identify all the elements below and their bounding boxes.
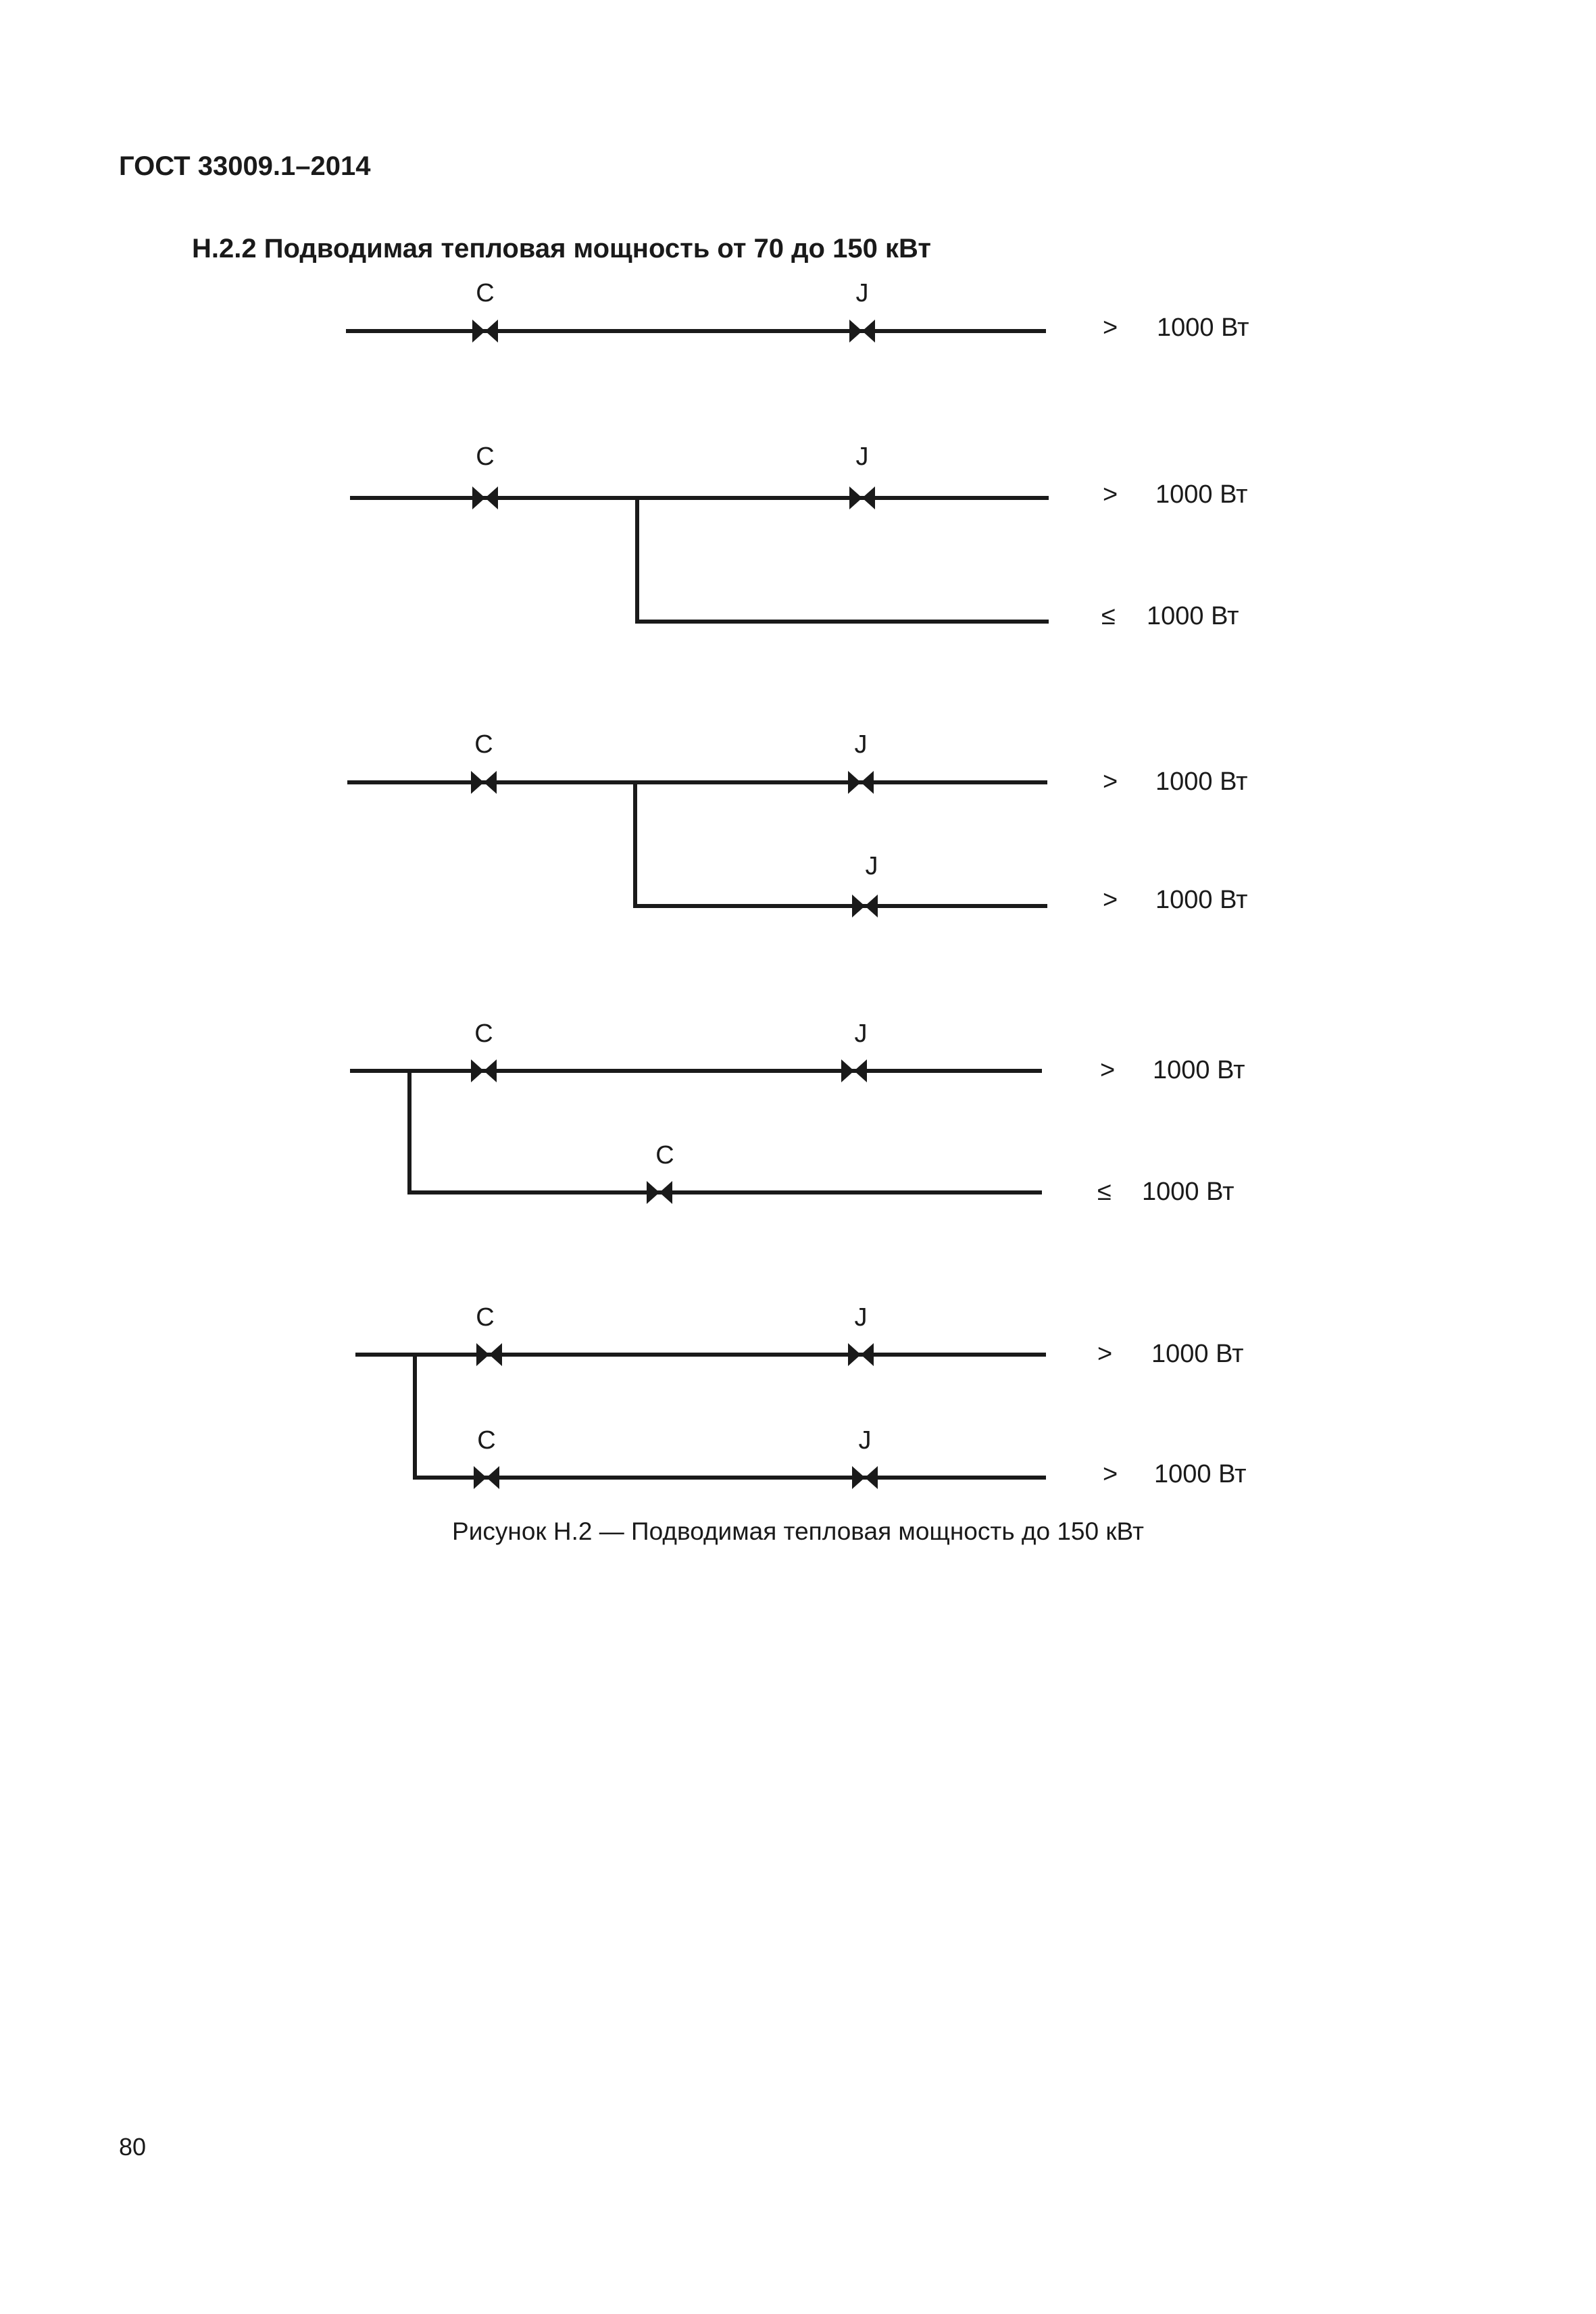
valve-c-icon (471, 771, 497, 794)
valve-label-c: C (476, 1303, 495, 1332)
valve-j-icon (848, 1343, 874, 1366)
valve-c-icon (471, 1059, 497, 1082)
valve-j-icon (848, 771, 874, 794)
valve-label-j: J (854, 730, 868, 759)
output-value: 1000 Вт (1142, 1178, 1235, 1206)
valve-label-j: J (865, 852, 878, 880)
pipe-branch (415, 1355, 1046, 1478)
output-sign: > (1100, 1056, 1116, 1084)
output-sign: > (1103, 313, 1118, 342)
valve-label-c: C (474, 730, 493, 759)
document-code: ГОСТ 33009.1–2014 (119, 151, 371, 181)
pipe-branch (409, 1071, 1042, 1192)
output-value: 1000 Вт (1157, 313, 1249, 342)
output-sign: > (1103, 768, 1118, 796)
scheme-4 (350, 1020, 1245, 1206)
valve-c-icon (472, 320, 498, 343)
output-sign: ≤ (1101, 602, 1116, 630)
output-sign: > (1103, 480, 1118, 509)
valve-j-icon (849, 486, 875, 509)
page-number: 80 (119, 2133, 147, 2161)
scheme-2 (350, 443, 1248, 630)
output-value: 1000 Вт (1151, 1340, 1244, 1368)
valve-c-icon (474, 1466, 499, 1489)
valve-c-icon (647, 1181, 672, 1204)
output-value: 1000 Вт (1155, 886, 1248, 914)
output-value: 1000 Вт (1147, 602, 1239, 630)
valve-c-icon (472, 486, 498, 509)
section-heading: Н.2.2 Подводимая тепловая мощность от 70 до 150 кВт (192, 234, 931, 263)
output-value: 1000 Вт (1155, 768, 1248, 796)
valve-label-c: C (477, 1426, 496, 1455)
pipe-branch (637, 498, 1049, 622)
scheme-5 (355, 1303, 1247, 1489)
valve-label-j: J (854, 1020, 868, 1048)
output-sign: > (1103, 1460, 1118, 1488)
output-sign: ≤ (1097, 1178, 1112, 1206)
valve-label-c: C (655, 1141, 674, 1169)
output-value: 1000 Вт (1154, 1460, 1247, 1488)
valve-j-icon (852, 1466, 878, 1489)
valve-label-j: J (855, 279, 869, 307)
valve-c-icon (476, 1343, 502, 1366)
output-sign: > (1103, 886, 1118, 914)
valve-j-icon (852, 895, 878, 917)
valve-label-c: C (474, 1020, 493, 1048)
valve-label-c: C (476, 279, 495, 307)
scheme-1 (346, 279, 1249, 343)
output-value: 1000 Вт (1153, 1056, 1245, 1084)
output-sign: > (1097, 1340, 1113, 1368)
valve-label-j: J (855, 443, 869, 471)
valve-label-j: J (858, 1426, 872, 1455)
valve-j-icon (849, 320, 875, 343)
valve-label-c: C (476, 443, 495, 471)
scheme-3 (347, 730, 1248, 917)
valve-label-j: J (854, 1303, 868, 1332)
figure-caption: Рисунок Н.2 — Подводимая тепловая мощность до 150 кВт (452, 1517, 1144, 1545)
pipe-branch (635, 782, 1047, 906)
valve-j-icon (841, 1059, 867, 1082)
output-value: 1000 Вт (1155, 480, 1248, 509)
